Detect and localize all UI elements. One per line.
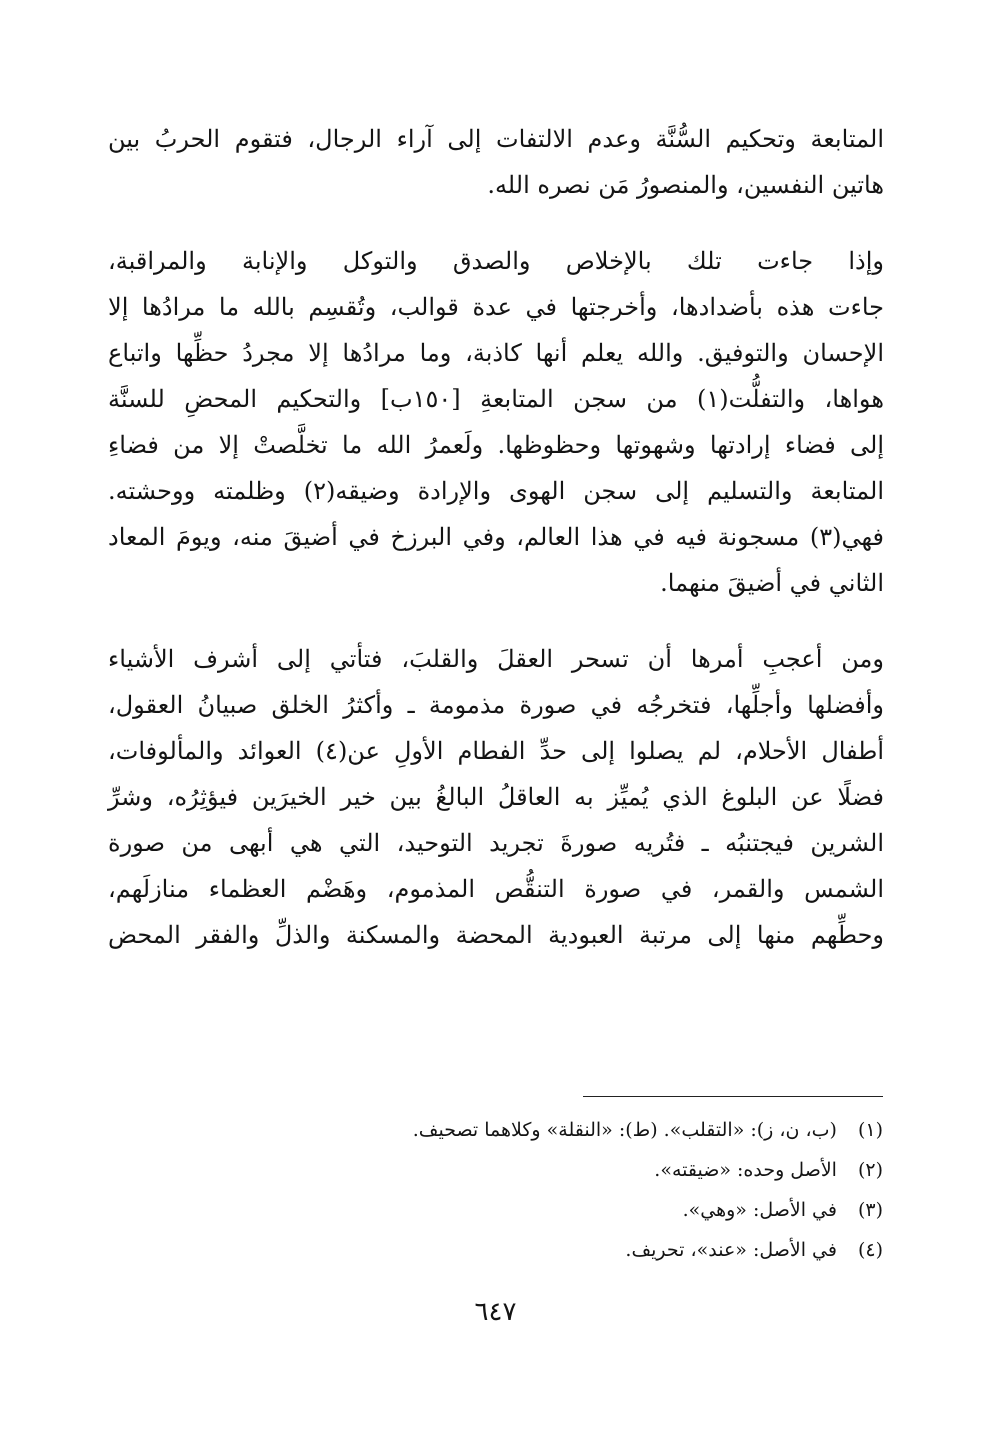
text-line: أطفال الأحلام، لم يصلوا إلى حدِّ الفطام الأولِ عن(٤) العوائد والمألوفات، xyxy=(108,737,884,765)
footnote-item xyxy=(107,1190,883,1230)
text-line: هاتين النفسين، والمنصورُ مَن نصره الله. xyxy=(487,171,884,199)
footnote-number: (١) xyxy=(857,1119,883,1141)
paragraph-1 xyxy=(108,116,884,208)
footnote-text: الأصل وحده: «ضيقته». xyxy=(654,1159,837,1181)
footnote-item xyxy=(107,1150,883,1190)
text-line: وإذا جاءت تلك بالإخلاص والصدق والتوكل والإنابة والمراقبة، xyxy=(108,247,884,275)
text-line: ومن أعجبِ أمرها أن تسحر العقلَ والقلبَ، فتأتي إلى أشرف الأشياء xyxy=(108,645,884,673)
footnote-text: (ب، ن، ز): «التقلب». (ط): «النقلة» وكلاهما تصحيف. xyxy=(412,1119,837,1141)
text-line: وحطِّهم منها إلى مرتبة العبودية المحضة والمسكنة والذلِّ والفقر المحض xyxy=(108,921,885,949)
footnote-item xyxy=(107,1230,883,1270)
text-line: إلى فضاء إرادتها وشهوتها وحظوظها. ولَعمرُ الله ما تخلَّصتْ إلا من فضاءِ xyxy=(108,431,884,459)
text-line: الإحسان والتوفيق. والله يعلم أنها كاذبة، وما مرادُها إلا مجردُ حظِّها واتباع xyxy=(108,339,884,367)
text-line: جاءت هذه بأضدادها، وأخرجتها في عدة قوالب، وتُقسِم بالله ما مرادُها إلا xyxy=(108,293,884,321)
footnote-item xyxy=(107,1110,883,1150)
text-line: المتابعة وتحكيم السُّنَّة وعدم الالتفات إلى آراء الرجال، فتقوم الحربُ بين xyxy=(108,125,884,153)
footnote-number: (٣) xyxy=(857,1199,883,1221)
page-number: ٦٤٧ xyxy=(474,1297,517,1327)
text-line: هواها، والتفلُّت(١) من سجن المتابعةِ [١٥٠ب] والتحكيم المحضِ للسنَّة xyxy=(108,385,884,413)
footnote-number: (٢) xyxy=(857,1159,883,1181)
footnote-text: في الأصل: «عند»، تحريف. xyxy=(625,1239,837,1261)
text-line: الشمس والقمر، في صورة التنقُّص المذموم، وهَضْم العظماء منازلَهم، xyxy=(108,875,884,903)
text-line: المتابعة والتسليم إلى سجن الهوى والإرادة وضيقه(٢) وظلمته ووحشته. xyxy=(108,477,884,505)
text-line: فضلًا عن البلوغ الذي يُميِّز به العاقلُ البالغُ بين خير الخيرَين فيؤثِرُه، وشرِّ xyxy=(108,783,884,811)
footnotes xyxy=(107,1110,883,1270)
main-text xyxy=(108,116,884,958)
footnote-divider xyxy=(583,1096,883,1097)
text-line: الثاني في أضيقَ منهما. xyxy=(660,569,884,597)
text-line: الشرين فيجتنبُه ـ فتُريه صورةَ تجريد التوحيد، التي هي أبهى من صورة xyxy=(108,829,884,857)
text-line: وأفضلها وأجلِّها، فتخرجُه في صورة مذمومة ـ وأكثرُ الخلق صبيانُ العقول، xyxy=(108,691,884,719)
text-line: فهي(٣) مسجونة فيه في هذا العالم، وفي البرزخ في أضيقَ منه، ويومَ المعاد xyxy=(108,523,884,551)
paragraph-2 xyxy=(108,238,884,606)
footnote-number: (٤) xyxy=(857,1239,883,1261)
footnote-text: في الأصل: «وهي». xyxy=(682,1199,837,1221)
paragraph-3 xyxy=(108,636,884,958)
